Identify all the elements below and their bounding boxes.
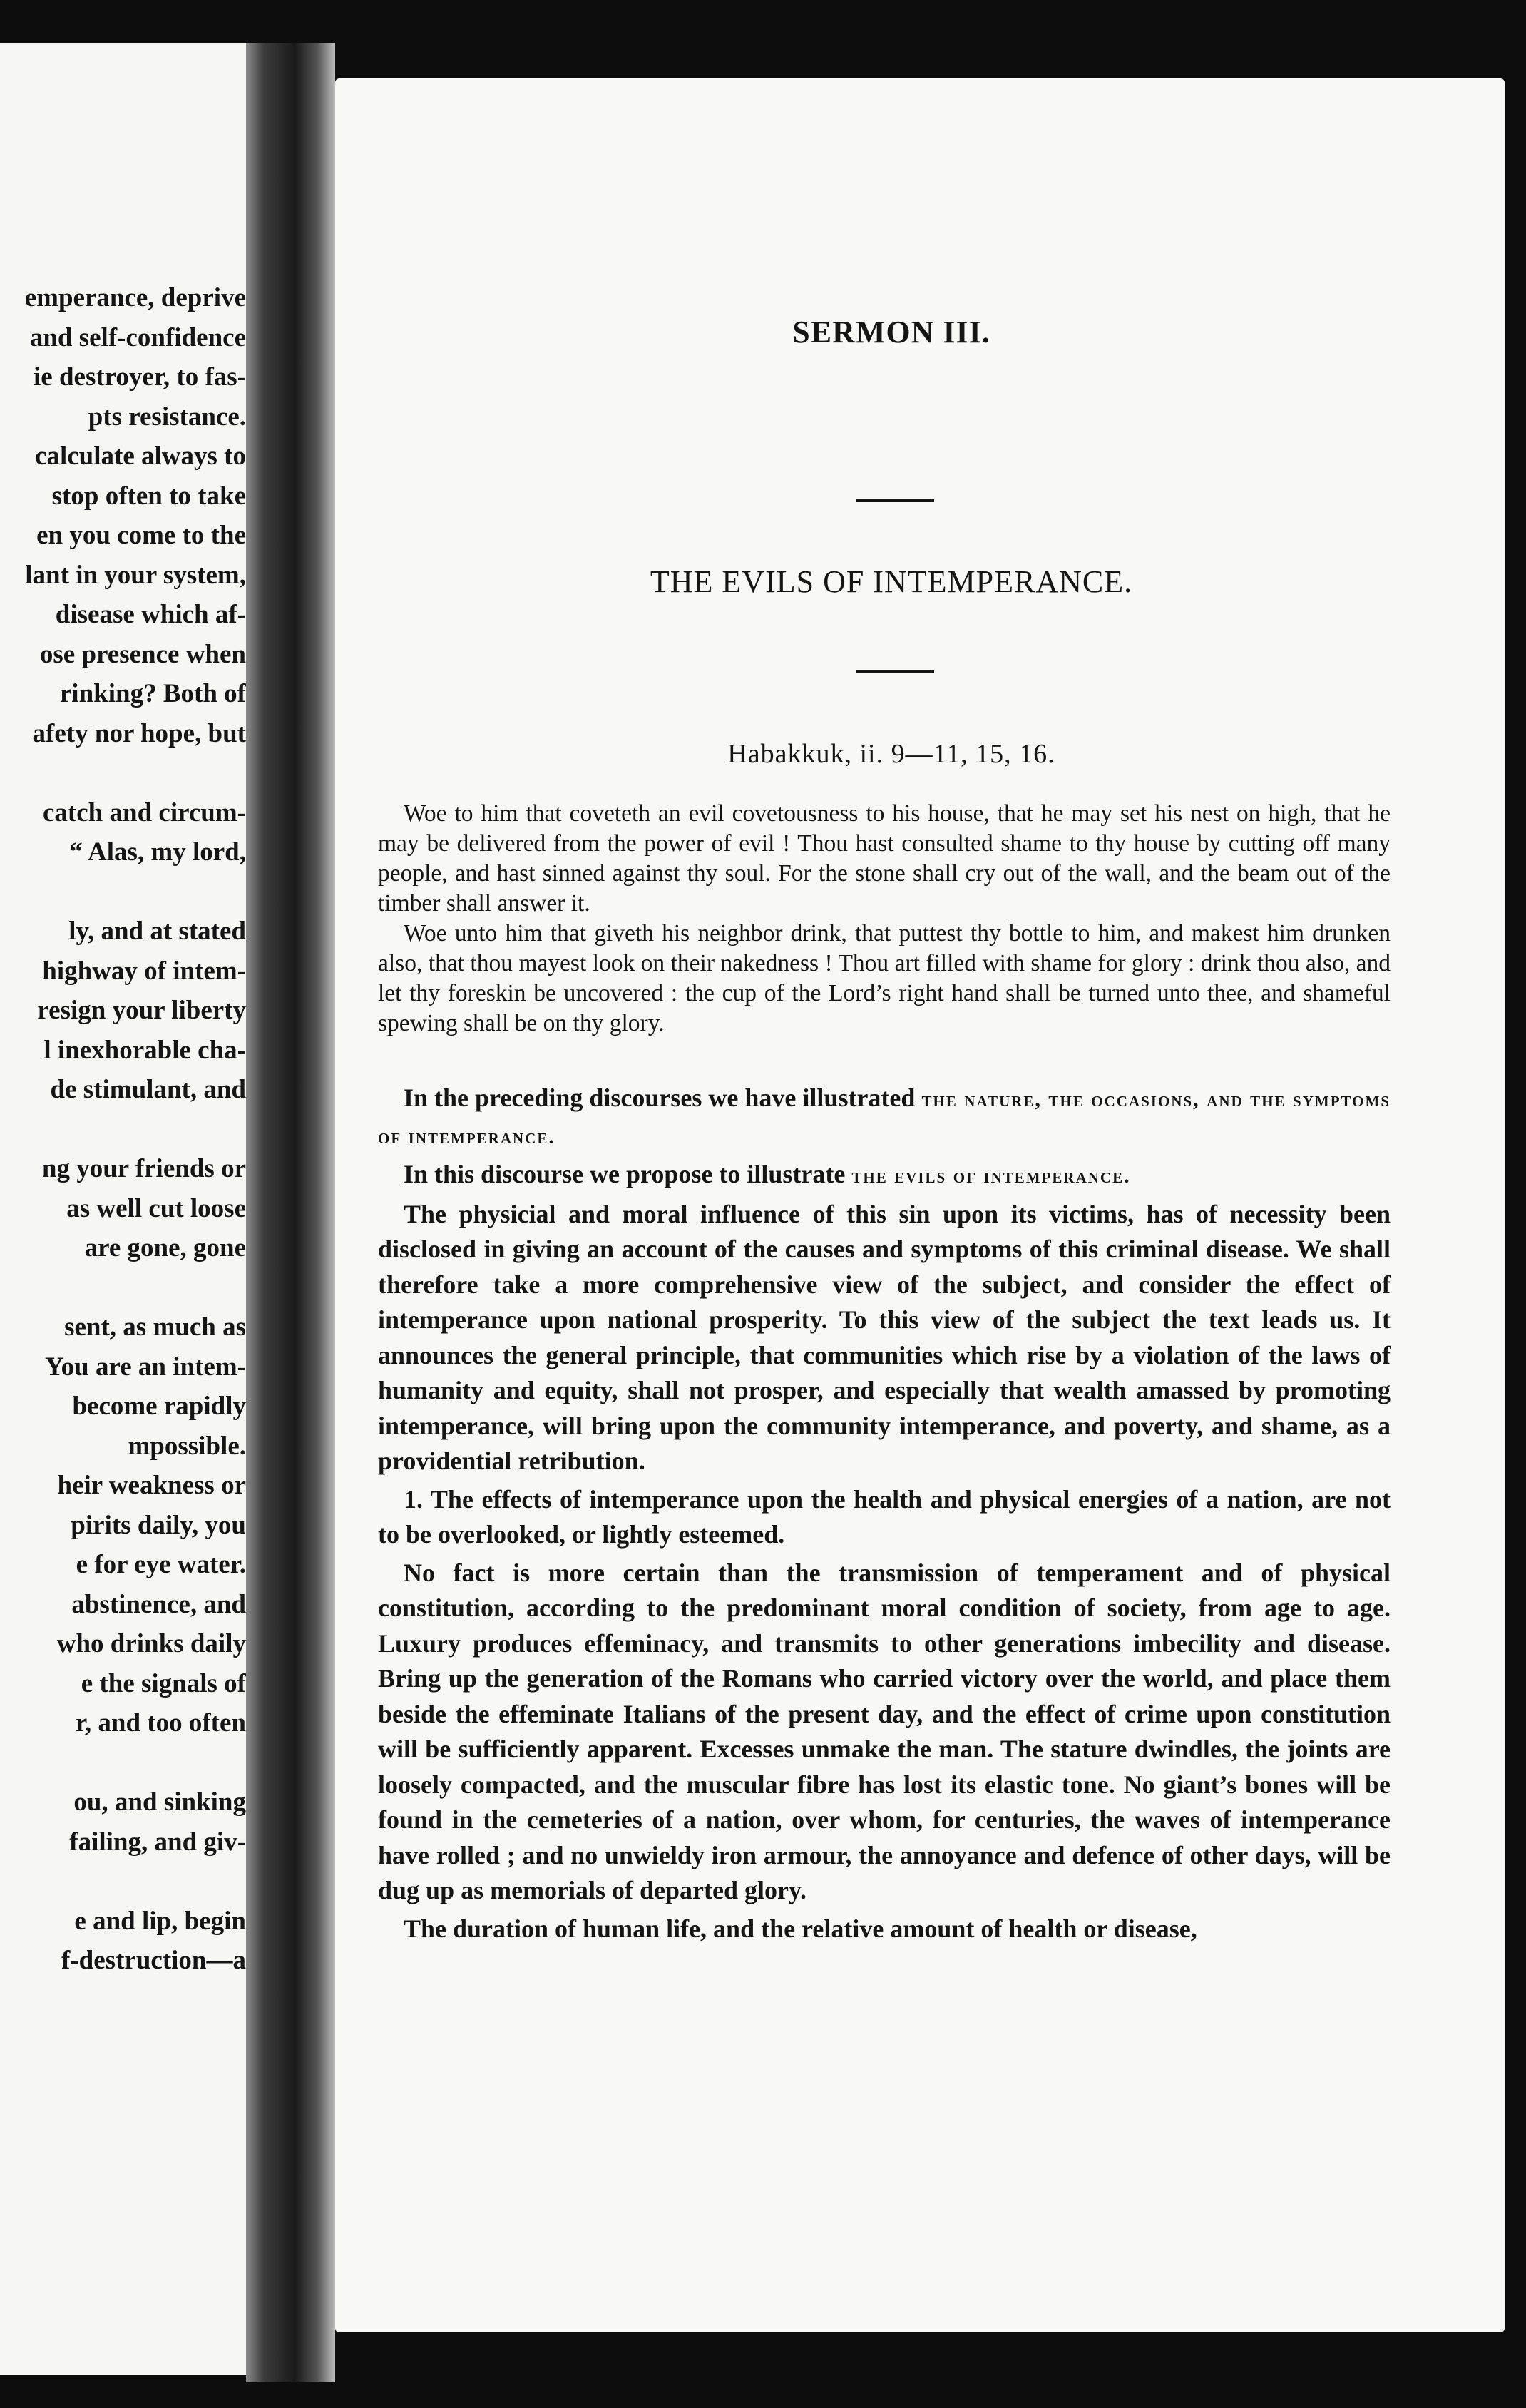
scripture-reference: Habakkuk, ii. 9—11, 15, 16. — [727, 739, 1055, 769]
sermon-title: THE EVILS OF INTEMPERANCE. — [650, 564, 1133, 599]
paragraph-lead: In the preceding discourses we have illustrated — [404, 1083, 916, 1112]
book-gutter — [246, 43, 335, 2382]
passage-verse: Woe to him that coveteth an evil covetousness to his house, that he may set his nest on high, that he may be delivered from the power of evil ! Thou hast consulted shame to thy house by cutting off many people, and hast sinned against thy soul. For the stone shall cry out of the wall, and the beam out of the timber shall answer it. — [378, 800, 1391, 917]
left-page-line: afety nor hope, but — [32, 718, 246, 748]
left-page-line: ly, and at stated — [68, 917, 246, 946]
left-page-line: resign your liberty — [37, 996, 246, 1025]
left-page-line: r, and too often — [75, 1708, 246, 1738]
passage-verse: Woe unto him that giveth his neighbor drink, that puttest thy bottle to him, and makest him drunken also, that thou mayest look on their nakedness ! Thou art filled with shame for glory : drink thou also, and let thy foreskin be uncovered : the cup of the Lord’s right hand shall be turned unto thee, and shameful spewing shall be on thy glory. — [378, 920, 1391, 1036]
left-page-line: who drinks daily — [56, 1629, 246, 1658]
left-page-line — [0, 1862, 246, 1901]
left-page-line: “ Alas, my lord, — [69, 837, 246, 867]
left-page-line: catch and circum- — [43, 797, 246, 827]
left-page-line: pts resistance. — [88, 402, 246, 432]
left-page-line: failing, and giv- — [69, 1827, 246, 1857]
left-page-line — [0, 1110, 246, 1149]
left-page-line: mpossible. — [128, 1431, 246, 1461]
left-page-line: rinking? Both of — [59, 679, 246, 708]
left-page-line: calculate always to — [35, 442, 246, 471]
left-page-line: e for eye water. — [76, 1550, 246, 1579]
left-page-line: stop often to take — [51, 481, 246, 511]
left-page-line: emperance, deprive — [24, 283, 246, 312]
small-caps-phrase: the nature, the occasions, and the symptoms of intemperance. — [378, 1088, 1391, 1148]
body-paragraph: The duration of human life, and the relative amount of health or disease, — [404, 1914, 1197, 1943]
left-page-line: e and lip, begin — [74, 1906, 246, 1936]
left-page-line: become rapidly — [72, 1392, 246, 1421]
left-page-line: sent, as much as — [64, 1312, 246, 1342]
left-page-line: e the signals of — [81, 1668, 246, 1698]
left-page-line — [0, 872, 246, 912]
left-page-line: are gone, gone — [84, 1233, 246, 1262]
left-page-line: lant in your system, — [25, 560, 246, 590]
left-page-line: pirits daily, you — [71, 1510, 246, 1540]
left-page-line: and self-confidence — [29, 322, 246, 352]
scripture-passage — [378, 799, 1391, 1039]
paragraph-lead: In this discourse we propose to illustrate — [404, 1160, 846, 1188]
left-page-line: ng your friends or — [41, 1154, 246, 1183]
small-caps-phrase: the evils of intemperance. — [851, 1164, 1131, 1188]
left-page-line: de stimulant, and — [50, 1075, 246, 1104]
left-page-line: ose presence when — [39, 639, 246, 669]
left-page-line: l inexhorable cha- — [43, 1035, 246, 1065]
heading-rule-top — [856, 499, 934, 502]
left-page-line: disease which af- — [55, 600, 246, 629]
left-page-line: You are an intem- — [45, 1352, 246, 1382]
left-page-line — [0, 1743, 246, 1782]
left-page-line: en you come to the — [36, 521, 246, 550]
sermon-number: SERMON III. — [792, 315, 990, 350]
body-paragraph — [378, 1157, 1391, 1194]
sermon-body — [378, 1081, 1391, 1949]
left-page-line: f-destruction—a — [61, 1946, 246, 1975]
left-page-line: heir weakness or — [57, 1471, 246, 1500]
left-page-line: abstinence, and — [71, 1589, 246, 1619]
left-page-line: ou, and sinking — [73, 1787, 246, 1817]
body-paragraph: No fact is more certain than the transmission of temperament and of physical constitution, according to the predominant moral condition of society, from age to age. Luxury produces effeminacy, and transmits to other generations imbecility and disease. Bring up the generation of the Romans who carried victory over the world, and place them beside the effeminate Italians of the present day, and the effect of crime upon constitution will be sufficiently apparent. Excesses unmake the man. The stature dwindles, the joints are loosely compacted, and the muscular fibre has lost its elastic tone. No giant’s bones will be found in the cemeteries of a nation, over whom, for centuries, the waves of intemperance have rolled ; and no unwieldy iron armour, the annoyance and defence of other days, will be dug up as memorials of departed glory. — [378, 1558, 1391, 1904]
body-paragraph: 1. The effects of intemperance upon the health and physical energies of a nation, are not to be overlooked, or lightly esteemed. — [378, 1484, 1391, 1549]
left-page-line: as well cut loose — [66, 1193, 246, 1223]
body-paragraph — [378, 1081, 1391, 1154]
left-page — [0, 43, 246, 2375]
left-page-line: highway of intem- — [42, 956, 246, 986]
left-page-line — [0, 753, 246, 792]
heading-rule-bottom — [856, 670, 934, 673]
left-page-line — [0, 1268, 246, 1307]
body-paragraph: The physicial and moral influence of this sin upon its victims, has of necessity been disclosed in giving an account of the causes and symptoms of this criminal disease. We shall therefore take a more comprehensive view of the subject, and consider the effect of intemperance upon national prosperity. To this view of the subject the text leads us. It announces the general principle, that communities which rise by a violation of the laws of humanity and equity, shall not prosper, and especially that wealth amassed by promoting intemperance, will bring upon the community intemperance, and poverty, and shame, as a providential retribution. — [378, 1199, 1391, 1475]
left-page-line: ie destroyer, to fas- — [34, 362, 246, 392]
right-page — [335, 78, 1505, 2332]
